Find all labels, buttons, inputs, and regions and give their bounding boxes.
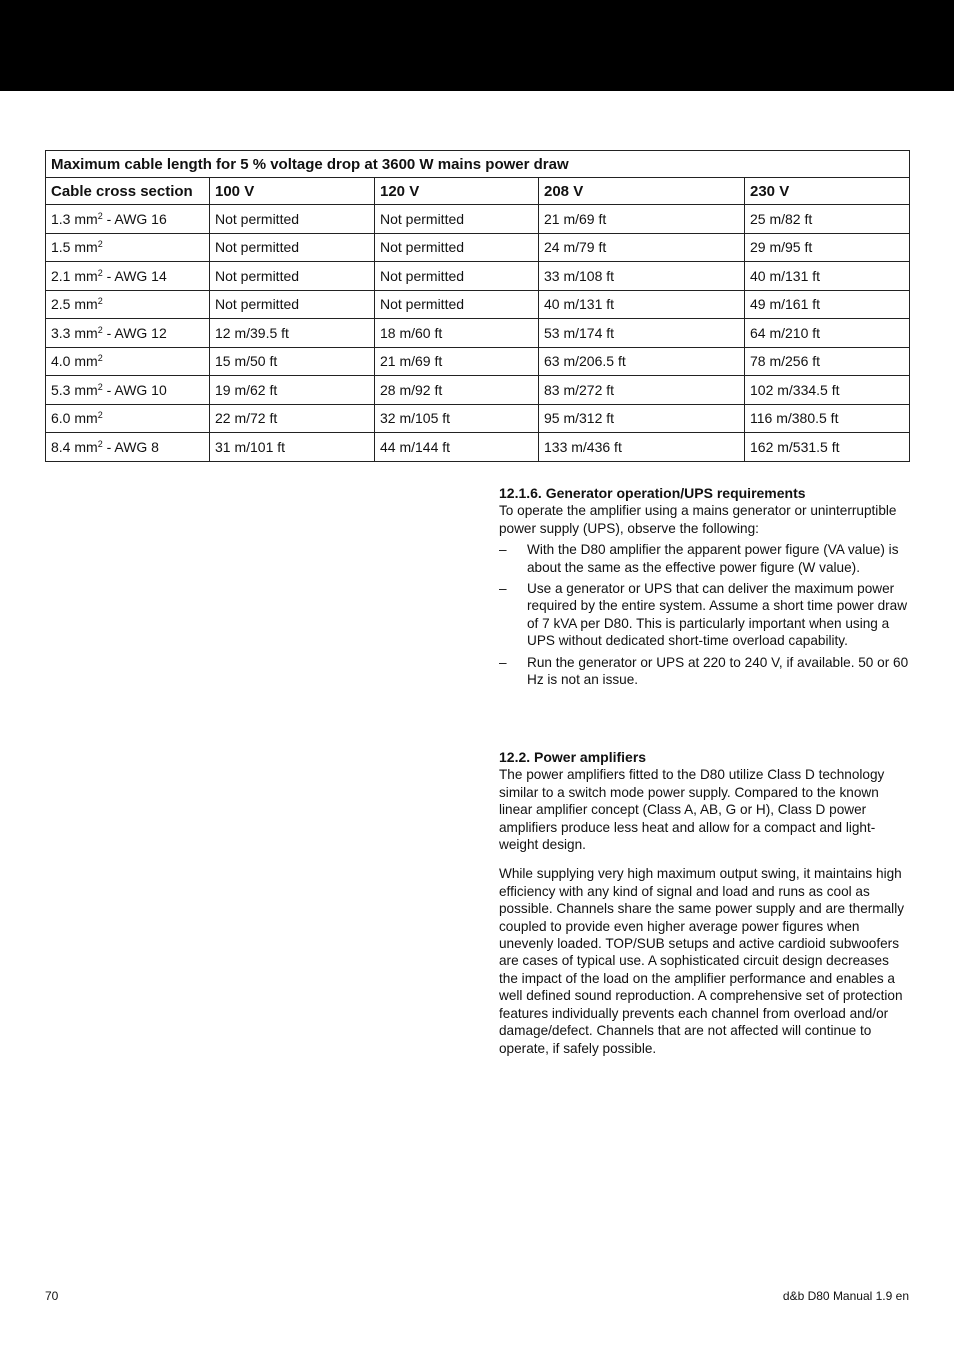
cross-section-value: 2.5 mm — [51, 296, 98, 313]
cable-length-cell: 116 m/380.5 ft — [745, 404, 910, 433]
paragraph: The power amplifiers fitted to the D80 utilize Class D technology similar to a switch mode power supply. Compared to the known linear amplifier concept (Class A, AB, G or H), Class D power amplifiers produce less heat and allow for a compact and light-weight design. — [499, 767, 885, 853]
cable-section-cell — [46, 233, 210, 262]
cable-length-cell: 19 m/62 ft — [210, 376, 375, 405]
squared-superscript: 2 — [97, 210, 103, 221]
cable-section-cell — [46, 433, 210, 462]
column-header: Cable cross section — [46, 178, 210, 205]
awg-value: - AWG 12 — [102, 324, 167, 341]
cable-section-cell — [46, 404, 210, 433]
awg-value: - AWG 14 — [102, 267, 167, 284]
cable-length-cell: 78 m/256 ft — [745, 347, 910, 376]
cable-length-cell: 28 m/92 ft — [375, 376, 539, 405]
cable-length-cell: 44 m/144 ft — [375, 433, 539, 462]
section-intro: To operate the amplifier using a mains generator or uninterruptible power supply (UPS), observe the following: — [499, 503, 897, 536]
squared-superscript: 2 — [97, 381, 103, 392]
cable-length-cell: 25 m/82 ft — [745, 205, 910, 234]
cross-section-value: 5.3 mm — [51, 381, 98, 398]
cable-length-cell: 63 m/206.5 ft — [539, 347, 745, 376]
squared-superscript: 2 — [97, 324, 103, 335]
cross-section-value: 3.3 mm — [51, 324, 98, 341]
bullet-dash: – — [499, 542, 507, 558]
page-number: 70 — [45, 1289, 59, 1303]
table-row — [46, 433, 910, 462]
cable-length-cell: 31 m/101 ft — [210, 433, 375, 462]
cable-length-cell: Not permitted — [375, 205, 539, 234]
document-title: d&b D80 Manual 1.9 en — [782, 1289, 909, 1303]
cable-length-cell: 102 m/334.5 ft — [745, 376, 910, 405]
cable-length-cell: Not permitted — [210, 205, 375, 234]
cable-length-cell: Not permitted — [375, 233, 539, 262]
cable-length-cell: 32 m/105 ft — [375, 404, 539, 433]
cable-length-cell: Not permitted — [210, 262, 375, 291]
squared-superscript: 2 — [97, 438, 103, 449]
cable-length-cell: 18 m/60 ft — [375, 319, 539, 348]
cable-length-cell: 53 m/174 ft — [539, 319, 745, 348]
table-row — [46, 376, 910, 405]
cable-length-cell: Not permitted — [210, 290, 375, 319]
cross-section-value: 1.5 mm — [51, 239, 98, 256]
table-row — [46, 319, 910, 348]
cable-length-cell: 15 m/50 ft — [210, 347, 375, 376]
table-row — [46, 205, 910, 234]
squared-superscript: 2 — [97, 267, 103, 278]
column-header: 120 V — [375, 178, 539, 205]
awg-value: - AWG 16 — [102, 210, 167, 227]
table-row — [46, 347, 910, 376]
cable-length-cell: 133 m/436 ft — [539, 433, 745, 462]
cable-length-cell: Not permitted — [375, 290, 539, 319]
table-row — [46, 233, 910, 262]
cable-length-table — [45, 150, 910, 462]
bullet-text: With the D80 amplifier the apparent power figure (VA value) is about the same as the effective power figure (W value). — [527, 542, 899, 575]
list-item — [499, 541, 911, 576]
cable-section-cell — [46, 376, 210, 405]
cable-length-cell: 24 m/79 ft — [539, 233, 745, 262]
cable-length-cell: 29 m/95 ft — [745, 233, 910, 262]
cable-length-cell: Not permitted — [375, 262, 539, 291]
cable-length-cell: 21 m/69 ft — [539, 205, 745, 234]
power-amplifiers-section — [499, 749, 911, 1057]
cable-length-cell: 22 m/72 ft — [210, 404, 375, 433]
cable-section-cell — [46, 205, 210, 234]
cable-section-cell — [46, 319, 210, 348]
column-header: 100 V — [210, 178, 375, 205]
table-title: Maximum cable length for 5 % voltage drop at 3600 W mains power draw — [46, 151, 910, 178]
table-header-row — [46, 178, 910, 205]
cable-length-cell: 12 m/39.5 ft — [210, 319, 375, 348]
cable-length-cell: 64 m/210 ft — [745, 319, 910, 348]
awg-value: - AWG 8 — [102, 438, 159, 455]
cable-length-cell: Not permitted — [210, 233, 375, 262]
table-row — [46, 262, 910, 291]
list-item — [499, 580, 911, 650]
section-heading: 12.1.6. Generator operation/UPS requirements — [499, 485, 806, 501]
cross-section-value: 1.3 mm — [51, 210, 98, 227]
list-item — [499, 654, 911, 689]
cable-length-cell: 95 m/312 ft — [539, 404, 745, 433]
table-row — [46, 404, 910, 433]
cable-section-cell — [46, 262, 210, 291]
bullet-text: Run the generator or UPS at 220 to 240 V, if available. 50 or 60 Hz is not an issue. — [527, 654, 909, 688]
cable-length-cell: 49 m/161 ft — [745, 290, 910, 319]
squared-superscript: 2 — [97, 296, 103, 307]
bullet-dash: – — [499, 654, 507, 670]
table-title-row — [46, 151, 910, 178]
paragraph: While supplying very high maximum output swing, it maintains high efficiency with any kind of signal and load and runs as cool as possible. Channels share the same power supply and are thermally coupled to provide even higher average power figures when unevenly loaded. TOP/SUB setups and active cardioid subwoofers are cases of typical use. A sophisticated circuit design decreases the impact of the load on the amplifier performance and enables a well defined sound reproduction. A comprehensive set of protection features individually prevents each channel from overload and/or damage/defect. Channels that are not affected will continue to operate, if safely possible. — [499, 866, 905, 1056]
header-bar — [0, 0, 954, 91]
awg-value: - AWG 10 — [102, 381, 167, 398]
table-row — [46, 290, 910, 319]
cable-length-cell: 162 m/531.5 ft — [745, 433, 910, 462]
cable-length-cell: 21 m/69 ft — [375, 347, 539, 376]
cross-section-value: 8.4 mm — [51, 438, 98, 455]
column-header: 208 V — [539, 178, 745, 205]
generator-ups-section — [499, 485, 911, 688]
cable-length-cell: 40 m/131 ft — [539, 290, 745, 319]
squared-superscript: 2 — [97, 353, 103, 364]
squared-superscript: 2 — [97, 239, 103, 250]
bullet-text: Use a generator or UPS that can deliver the maximum power required by the entire system. Assume a short time power draw of 7 kVA per D80. This is particularly important when using a UPS without dedicated short-time overload capability. — [527, 581, 908, 649]
cable-section-cell — [46, 347, 210, 376]
bullet-dash: – — [499, 581, 507, 597]
column-header: 230 V — [745, 178, 910, 205]
squared-superscript: 2 — [97, 410, 103, 421]
cable-length-cell: 83 m/272 ft — [539, 376, 745, 405]
cable-section-cell — [46, 290, 210, 319]
cable-length-cell: 33 m/108 ft — [539, 262, 745, 291]
section-heading: 12.2. Power amplifiers — [499, 749, 647, 765]
cable-length-cell: 40 m/131 ft — [745, 262, 910, 291]
cross-section-value: 6.0 mm — [51, 410, 98, 427]
cross-section-value: 2.1 mm — [51, 267, 98, 284]
cross-section-value: 4.0 mm — [51, 353, 98, 370]
